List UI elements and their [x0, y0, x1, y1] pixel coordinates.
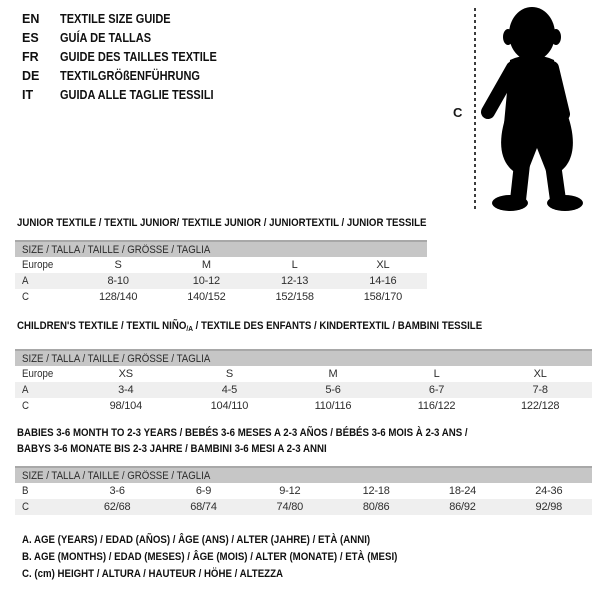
row-label-text: C	[22, 400, 29, 413]
table-cell: 86/92	[449, 501, 476, 514]
table-cell: 68/74	[190, 501, 217, 514]
language-row	[22, 9, 238, 28]
table-cell: 140/152	[187, 291, 226, 304]
table-cell: 116/122	[417, 400, 456, 413]
table-cell: 92/98	[535, 501, 563, 514]
row-label-text: Europe	[22, 368, 54, 381]
table-title-line	[17, 216, 482, 232]
table-cell: L	[433, 368, 440, 381]
junior-table-title	[17, 216, 482, 232]
language-code: IT	[22, 88, 34, 103]
table-title-line	[17, 319, 546, 335]
title-segment: CHILDREN'S TEXTILE / TEXTIL NIÑO	[17, 320, 187, 332]
junior-size-table	[15, 240, 427, 306]
table-cell: M	[201, 259, 211, 272]
babies-size-table	[15, 466, 592, 515]
table-title-text	[17, 426, 468, 442]
row-label	[15, 501, 74, 513]
table-row	[15, 289, 427, 305]
language-code: EN	[22, 11, 40, 26]
legend-text: A. AGE (YEARS) / EDAD (AÑOS) / ÂGE (ANS) / ALTER (JAHRE) / ETÀ (ANNI)	[22, 533, 371, 546]
language-title: GUÍA DE TALLAS	[60, 30, 152, 45]
height-dashed-line	[474, 8, 476, 210]
title-segment: JUNIOR TEXTILE / TEXTIL JUNIOR/ TEXTILE JUNIOR / JUNIORTEXTIL / JUNIOR TESSILE	[17, 217, 427, 229]
table-cell: 9-12	[279, 485, 301, 498]
table-cell: XL	[533, 368, 547, 381]
language-code: FR	[22, 49, 39, 64]
language-row	[22, 86, 238, 105]
table-cell: 14-16	[369, 275, 397, 288]
row-label-text: Europe	[22, 259, 54, 272]
language-title: GUIDE DES TAILLES TEXTILE	[60, 49, 217, 64]
row-label	[15, 259, 74, 271]
table-cell: 80/86	[362, 501, 390, 514]
language-title: TEXTILGRÖßENFÜHRUNG	[60, 69, 200, 84]
row-label-text: C	[22, 501, 29, 514]
language-row	[22, 28, 238, 47]
table-rows	[15, 483, 592, 515]
table-cell: 10-12	[192, 275, 220, 288]
legend-line-a	[22, 531, 449, 548]
table-cell: 158/170	[363, 291, 403, 304]
table-cell: 128/140	[98, 291, 138, 304]
table-cell: XS	[118, 368, 133, 381]
table-row	[15, 257, 427, 273]
table-cell: 3-4	[118, 384, 134, 397]
table-rows	[15, 257, 427, 306]
row-label	[15, 291, 74, 303]
row-label	[15, 368, 74, 380]
title-segment: BABYS 3-6 MONATE BIS 2-3 JAHRE / BAMBINI 3-6 MESI A 2-3 ANNI	[17, 442, 327, 455]
row-label-text: C	[22, 291, 29, 304]
table-cell: S	[114, 259, 122, 272]
size-header-label: SIZE / TALLA / TAILLE / GRÖSSE / TAGLIA	[22, 352, 211, 365]
legend-text: C. (cm) HEIGHT / ALTURA / HAUTEUR / HÖHE / ALTEZZA	[22, 567, 284, 580]
table-cell: 12-18	[362, 485, 390, 498]
size-header-bar	[15, 349, 592, 366]
table-cell: XL	[376, 259, 390, 272]
table-cell: 6-9	[195, 485, 212, 498]
table-cell: 18-24	[448, 485, 477, 498]
table-cell: S	[225, 368, 233, 381]
table-cell: 110/116	[314, 400, 352, 413]
table-cell: 24-36	[535, 485, 563, 498]
language-list	[22, 9, 238, 105]
title-segment: BABIES 3-6 MONTH TO 2-3 YEARS / BEBÉS 3-6 MESES A 2-3 AÑOS / BÉBÉS 3-6 MOIS À 2-3 ANS /	[17, 427, 468, 439]
table-cell: L	[291, 259, 298, 272]
language-code: ES	[22, 30, 39, 45]
legend-line-c	[22, 565, 449, 582]
language-title: GUIDA ALLE TAGLIE TESSILI	[60, 88, 214, 103]
babies-table-title	[17, 426, 529, 457]
row-label	[15, 384, 74, 396]
table-row	[15, 366, 592, 382]
table-row	[15, 273, 427, 289]
table-rows	[15, 366, 592, 415]
table-cell: 7-8	[532, 384, 548, 397]
row-label	[15, 400, 74, 412]
table-cell: 62/68	[103, 501, 131, 514]
row-label-text: A	[22, 384, 29, 397]
table-cell: 8-10	[107, 275, 129, 288]
language-row	[22, 47, 238, 66]
legend-text: B. AGE (MONTHS) / EDAD (MESES) / ÂGE (MOIS) / ALTER (MONATE) / ETÀ (MESI)	[22, 550, 398, 563]
language-row	[22, 67, 238, 86]
table-cell: 12-13	[281, 275, 309, 288]
table-row	[15, 382, 592, 398]
table-title-line	[17, 426, 529, 442]
language-code: DE	[22, 69, 40, 84]
row-label	[15, 485, 74, 497]
row-label-text: B	[22, 485, 29, 498]
baby-silhouette	[488, 7, 583, 211]
table-cell: 152/158	[275, 291, 314, 304]
size-header-bar	[15, 240, 427, 257]
table-title-text	[17, 442, 327, 458]
title-segment: / TEXTILE DES ENFANTS / KINDERTEXTIL / BAMBINI TESSILE	[192, 320, 483, 332]
table-row	[15, 483, 592, 499]
legend	[22, 531, 449, 583]
table-title-text	[17, 216, 426, 232]
table-row	[15, 499, 592, 515]
title-subscript: /A	[186, 324, 193, 333]
row-label	[15, 275, 74, 287]
children-size-table	[15, 349, 592, 415]
children-table-title	[17, 319, 546, 335]
table-cell: 5-6	[325, 384, 341, 397]
size-header-label: SIZE / TALLA / TAILLE / GRÖSSE / TAGLIA	[22, 469, 211, 482]
baby-silhouette-image	[480, 4, 595, 214]
legend-line-b	[22, 548, 449, 565]
table-cell: 4-5	[221, 384, 238, 397]
table-cell: 122/128	[520, 400, 560, 413]
size-header-label: SIZE / TALLA / TAILLE / GRÖSSE / TAGLIA	[22, 243, 211, 256]
table-cell: 98/104	[109, 400, 143, 413]
table-row	[15, 398, 592, 414]
height-marker-label: C	[453, 105, 463, 120]
table-cell: 74/80	[276, 501, 304, 514]
table-title-text	[17, 319, 482, 335]
row-label-text: A	[22, 275, 29, 288]
size-header-bar	[15, 466, 592, 483]
table-title-line	[17, 442, 529, 458]
language-title: TEXTILE SIZE GUIDE	[60, 11, 171, 26]
table-cell: 104/110	[210, 400, 249, 413]
table-cell: M	[328, 368, 338, 381]
table-cell: 3-6	[109, 485, 125, 498]
table-cell: 6-7	[428, 384, 445, 397]
